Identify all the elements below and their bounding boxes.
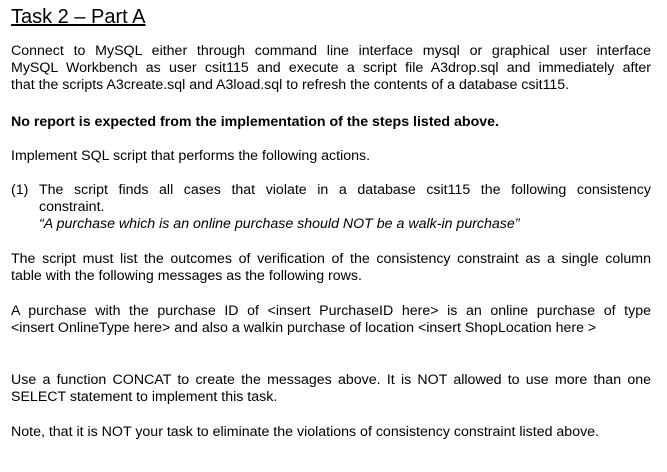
paragraph-line: Connect to MySQL either through command line interface mysql or graphical user interface <box>11 43 651 59</box>
constraint-quote: “A purchase which is an online purchase should NOT be a walk-in purchase” <box>39 216 520 232</box>
paragraph-line: <insert OnlineType here> and also a walkin purchase of location <insert ShopLocation here > <box>11 320 597 336</box>
paragraph-line: that the scripts A3create.sql and A3load.sql to refresh the contents of a database csit115. <box>11 77 570 93</box>
paragraph-line: A purchase with the purchase ID of <insert PurchaseID here> is an online purchase of type <box>11 303 651 319</box>
task-title: Task 2 – Part A <box>11 6 146 28</box>
item-text <box>39 182 651 233</box>
numbered-item-1 <box>11 182 651 234</box>
item-line: The script finds all cases that violate in a database csit115 the following consistency <box>39 182 651 198</box>
paragraph-line: The script must list the outcomes of verification of the consistency constraint as a single column <box>11 251 651 267</box>
paragraph-line: table with the following messages as the following rows. <box>11 268 362 284</box>
item-number: (1) <box>11 182 29 198</box>
concat-instruction-paragraph <box>11 372 651 406</box>
output-description-paragraph <box>11 251 651 285</box>
message-template-paragraph <box>11 303 651 337</box>
no-report-notice: No report is expected from the implementation of the steps listed above. <box>11 114 499 130</box>
instructions-paragraph <box>11 43 651 94</box>
closing-note: Note, that it is NOT your task to eliminate the violations of consistency constraint listed above. <box>11 424 600 440</box>
paragraph-line: MySQL Workbench as user csit115 and execute a script file A3drop.sql and immediately after <box>11 60 651 76</box>
implement-instruction: Implement SQL script that performs the following actions. <box>11 148 371 164</box>
paragraph-line: SELECT statement to implement this task. <box>11 389 278 405</box>
paragraph-line: Use a function CONCAT to create the messages above. It is NOT allowed to use more than one <box>11 372 651 388</box>
item-line: constraint. <box>39 199 105 215</box>
